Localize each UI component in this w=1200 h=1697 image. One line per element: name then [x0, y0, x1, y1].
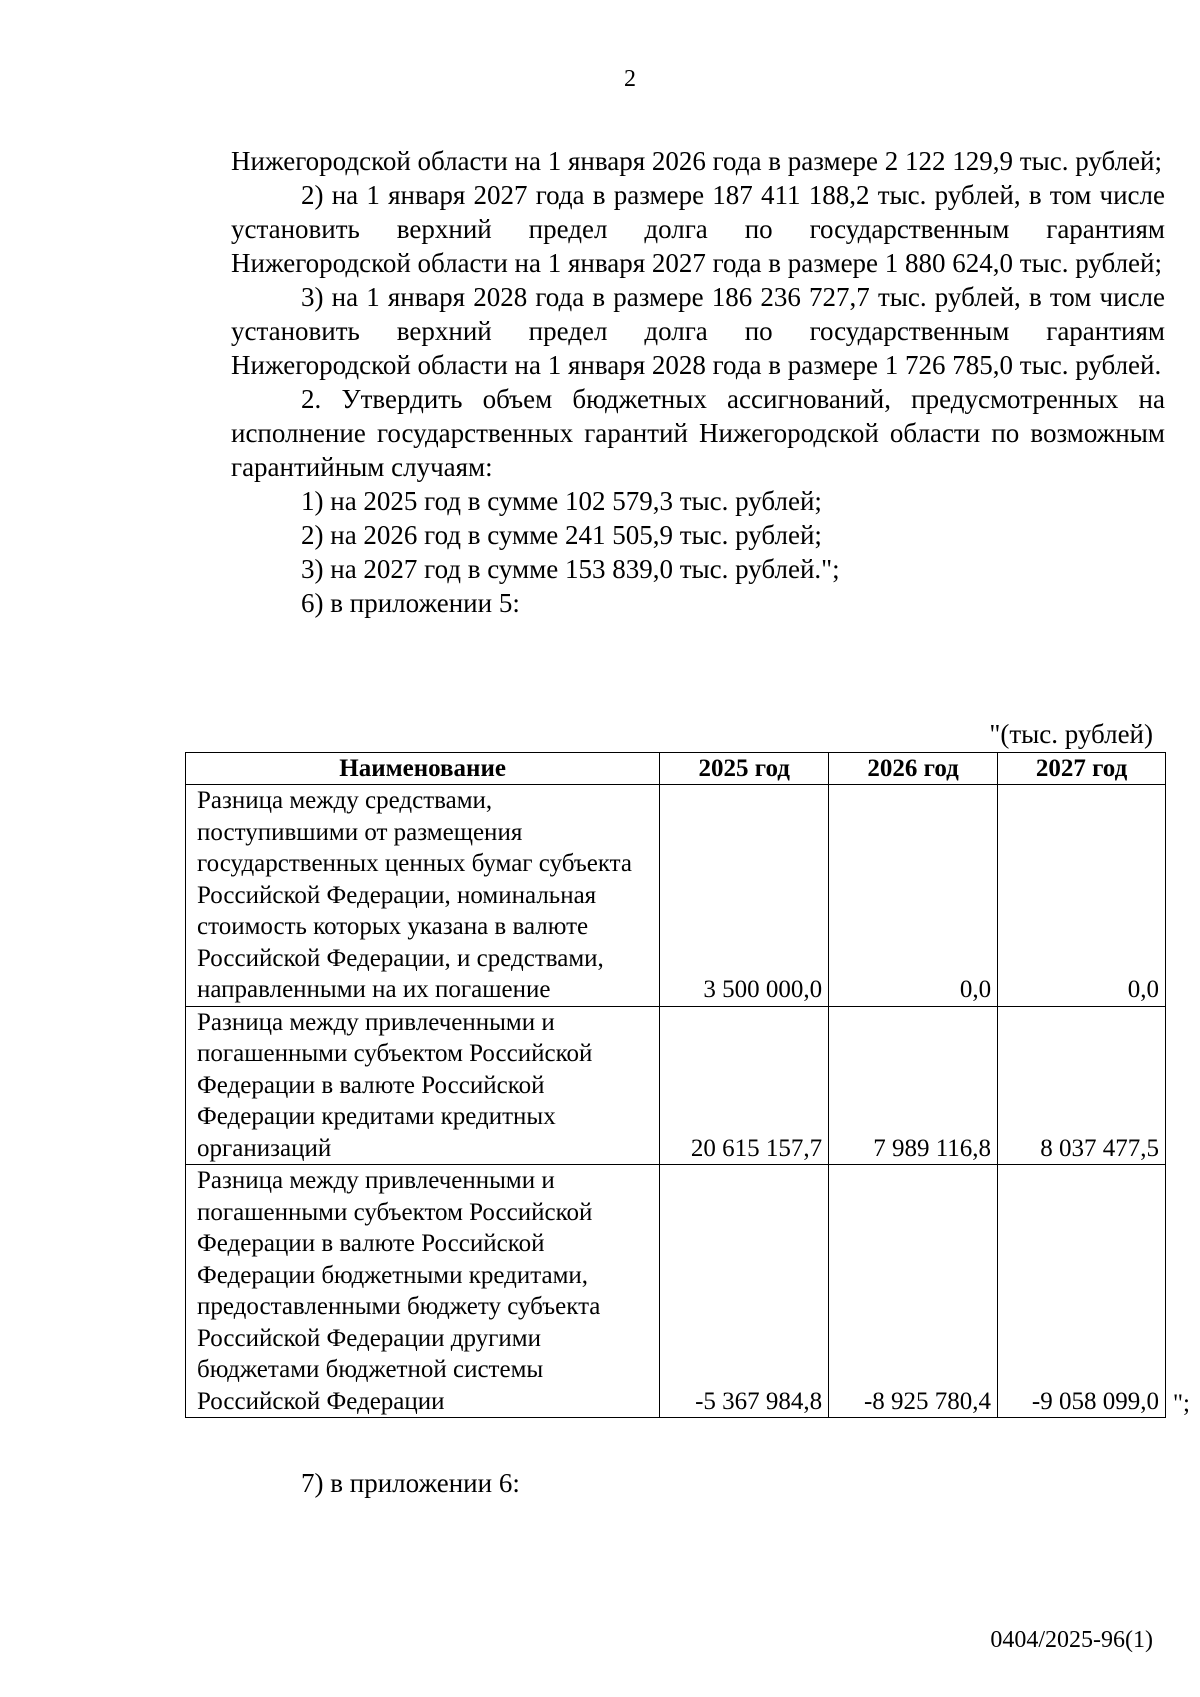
list-item: 1) на 2025 год в сумме 102 579,3 тыс. рублей; — [301, 486, 822, 516]
row-name-line: Российской Федерации — [197, 1387, 445, 1415]
row-name-line: организаций — [197, 1134, 332, 1162]
row-name — [186, 1006, 660, 1165]
unit-note: "(тыс. рублей) — [989, 719, 1153, 749]
row-name — [186, 785, 660, 1007]
row-name — [186, 1165, 660, 1418]
document-code: 0404/2025-96(1) — [990, 1627, 1153, 1653]
paragraph: Нижегородской области на 1 января 2026 года в размере 2 122 129,9 тыс. рублей; — [231, 146, 1162, 176]
table-row — [186, 1006, 1166, 1165]
paragraph: 2. Утвердить объем бюджетных ассигнований, предусмотренных на исполнение государственных гарантий Нижегородской области по возможным гарантийным случаям: — [231, 384, 1165, 482]
row-name-line: поступившими от размещения — [197, 818, 523, 846]
row-name-line: государственных ценных бумаг субъекта — [197, 850, 633, 877]
value-2025: 3 500 000,0 — [660, 785, 829, 1007]
row-name-line: предоставленными бюджету субъекта — [197, 1293, 601, 1320]
row-name-line: Федерации кредитами кредитных — [197, 1103, 556, 1130]
row-name-line: Российской Федерации другими — [197, 1324, 541, 1352]
row-name-line: Федерации в валюте Российской — [197, 1230, 545, 1257]
value-2027: -9 058 099,0 — [998, 1165, 1166, 1418]
row-name-line: Российской Федерации, и средствами, — [197, 944, 604, 972]
paragraph: 3) на 1 января 2028 года в размере 186 236 727,7 тыс. рублей, в том числе установить верхний предел долга по государственным гарантиям Нижегородской области на 1 января 2028 года в размере 1 726 785,0 тыс. рублей. — [231, 282, 1165, 380]
row-name-line: погашенными субъектом Российской — [197, 1198, 593, 1226]
value-2026: 7 989 116,8 — [829, 1006, 998, 1165]
row-name-line: Российской Федерации, номинальная — [197, 881, 597, 909]
row-name-line: Разница между привлеченными и — [197, 1167, 555, 1194]
page-number: 2 — [624, 66, 636, 92]
value-2026: 0,0 — [829, 785, 998, 1007]
row-name-line: Федерации бюджетными кредитами, — [197, 1261, 589, 1289]
value-2025: -5 367 984,8 — [660, 1165, 829, 1418]
closing-quote-mark: "; — [1172, 1390, 1190, 1417]
header-2026: 2026 год — [829, 753, 998, 785]
table-header-row — [186, 753, 1166, 785]
row-name-line: Разница между средствами, — [197, 787, 493, 814]
table-row — [186, 1165, 1166, 1418]
value-2027: 0,0 — [998, 785, 1166, 1007]
paragraph: 2) на 1 января 2027 года в размере 187 411 188,2 тыс. рублей, в том числе установить верхний предел долга по государственным гарантиям Нижегородской области на 1 января 2027 года в размере 1 880 624,0 тыс. рублей; — [231, 180, 1165, 278]
value-2027: 8 037 477,5 — [998, 1006, 1166, 1165]
body-text — [231, 144, 1165, 620]
row-name-line: направленными на их погашение — [197, 976, 551, 1003]
header-name: Наименование — [186, 753, 660, 785]
header-2025: 2025 год — [660, 753, 829, 785]
row-name-line: Федерации в валюте Российской — [197, 1071, 545, 1099]
list-item-7: 7) в приложении 6: — [301, 1468, 520, 1498]
value-2025: 20 615 157,7 — [660, 1006, 829, 1165]
row-name-line: стоимость которых указана в валюте — [197, 913, 589, 940]
value-2026: -8 925 780,4 — [829, 1165, 998, 1418]
budget-table — [185, 752, 1166, 1418]
list-item: 3) на 2027 год в сумме 153 839,0 тыс. рублей."; — [301, 554, 840, 584]
table-row — [186, 785, 1166, 1007]
row-name-line: погашенными субъектом Российской — [197, 1040, 593, 1067]
row-name-line: бюджетами бюджетной системы — [197, 1356, 544, 1383]
list-item: 6) в приложении 5: — [301, 588, 520, 618]
list-item: 2) на 2026 год в сумме 241 505,9 тыс. рублей; — [301, 520, 822, 550]
header-2027: 2027 год — [998, 753, 1166, 785]
row-name-line: Разница между привлеченными и — [197, 1008, 555, 1036]
